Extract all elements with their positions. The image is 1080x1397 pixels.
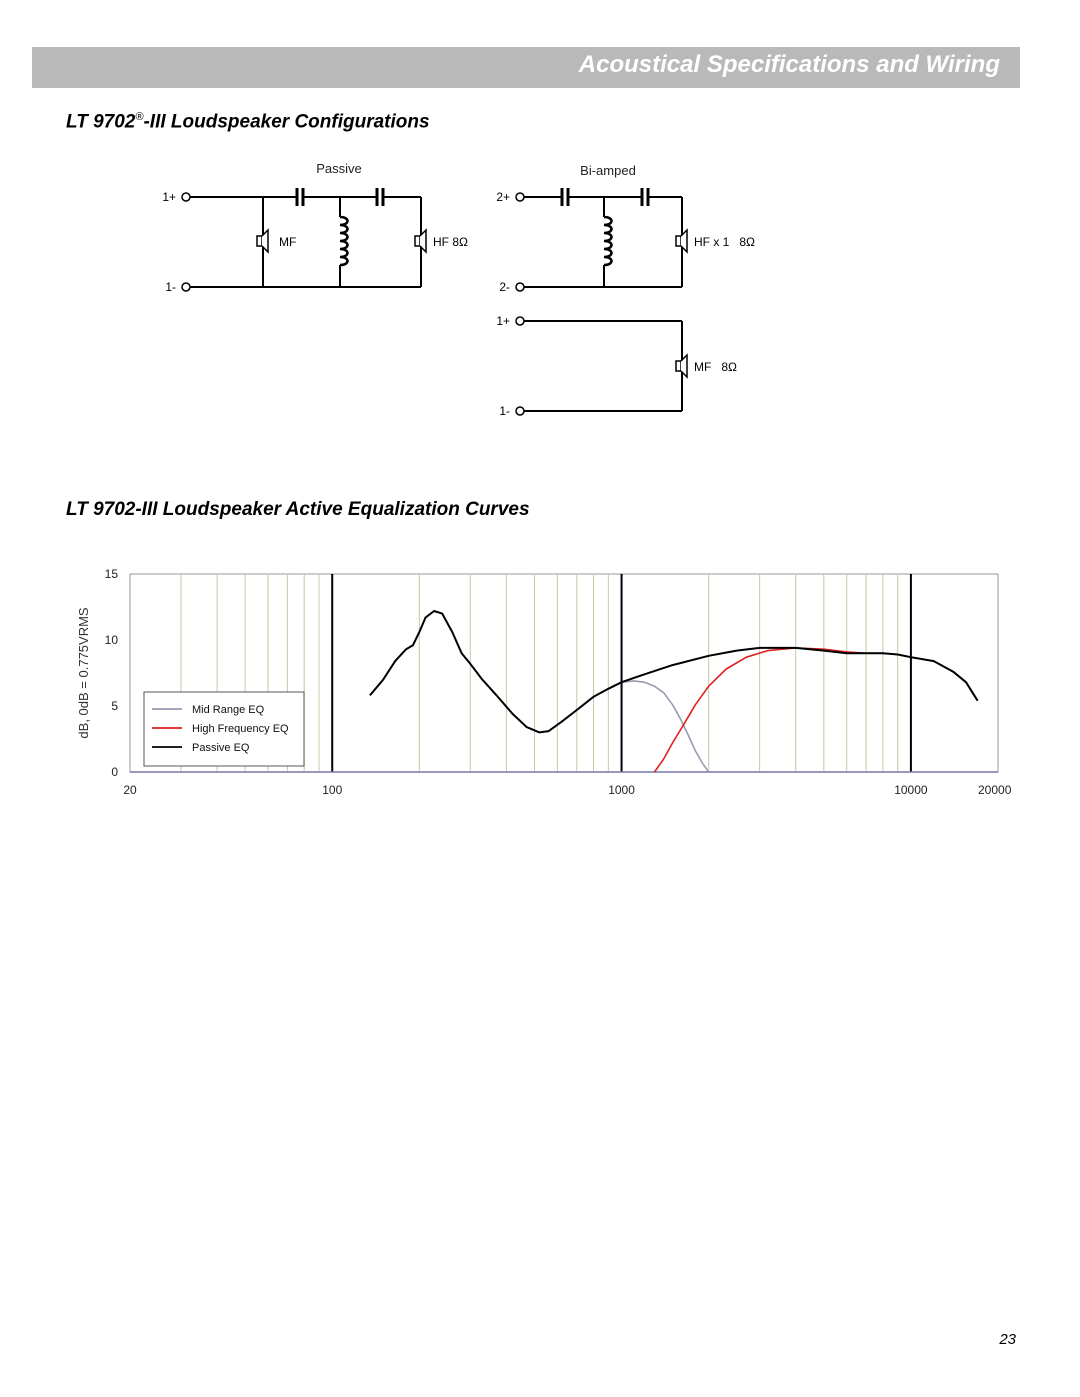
biamped-mf-terminal-pos-label: 1+	[496, 314, 510, 328]
x-tick-label: 1000	[608, 783, 635, 797]
biamped-mf-terminal-neg-label: 1-	[499, 404, 510, 418]
biamped-hf-label: HF x 1 8Ω	[694, 235, 755, 249]
x-tick-label: 20	[123, 783, 137, 797]
biamped-hf-terminal-pos-label: 2+	[496, 190, 510, 204]
page-header-title: Acoustical Specifications and Wiring	[578, 51, 1000, 78]
passive-label: Passive	[316, 161, 362, 176]
eq-chart	[60, 560, 1030, 810]
biamped-hf-terminal-pos	[516, 193, 524, 201]
passive-hf-label: HF 8Ω	[433, 235, 468, 249]
biamped-hf-terminal-neg	[516, 283, 524, 291]
y-tick-label: 5	[111, 699, 118, 713]
passive-circuit	[162, 161, 468, 294]
legend-label: Passive EQ	[192, 742, 250, 754]
y-tick-label: 15	[104, 567, 118, 581]
eq-section-title: LT 9702-III Loudspeaker Active Equalization Curves	[66, 499, 530, 520]
biamped-label: Bi-amped	[580, 163, 636, 178]
header-bar	[32, 47, 1020, 88]
passive-terminal-neg-label: 1-	[165, 280, 176, 294]
biamped-hf-terminal-neg-label: 2-	[499, 280, 510, 294]
y-axis-label: dB, 0dB = 0.775VRMS	[76, 607, 91, 739]
biamped-mf-terminal-neg	[516, 407, 524, 415]
x-tick-label: 100	[322, 783, 343, 797]
x-tick-label: 10000	[894, 783, 928, 797]
legend-label: Mid Range EQ	[192, 704, 265, 716]
biamped-circuit	[496, 163, 755, 418]
configurations-section-title	[66, 111, 430, 133]
title-prefix: LT 9702	[66, 111, 136, 133]
passive-mf-label: MF	[279, 235, 297, 249]
passive-terminal-neg	[182, 283, 190, 291]
biamped-mf-label: MF 8Ω	[694, 360, 737, 374]
passive-terminal-pos	[182, 193, 190, 201]
y-tick-label: 0	[111, 765, 118, 779]
biamped-inductor-icon	[604, 217, 612, 265]
legend-label: High Frequency EQ	[192, 723, 289, 735]
passive-inductor-icon	[340, 217, 348, 265]
title-suffix: -III Loudspeaker Configurations	[143, 111, 430, 133]
page-number: 23	[999, 1331, 1016, 1348]
y-tick-label: 10	[104, 633, 118, 647]
passive-terminal-pos-label: 1+	[162, 190, 176, 204]
registered-mark: ®	[135, 111, 144, 123]
wiring-diagram	[0, 150, 1080, 430]
biamped-mf-terminal-pos	[516, 317, 524, 325]
x-tick-label: 20000	[978, 783, 1012, 797]
